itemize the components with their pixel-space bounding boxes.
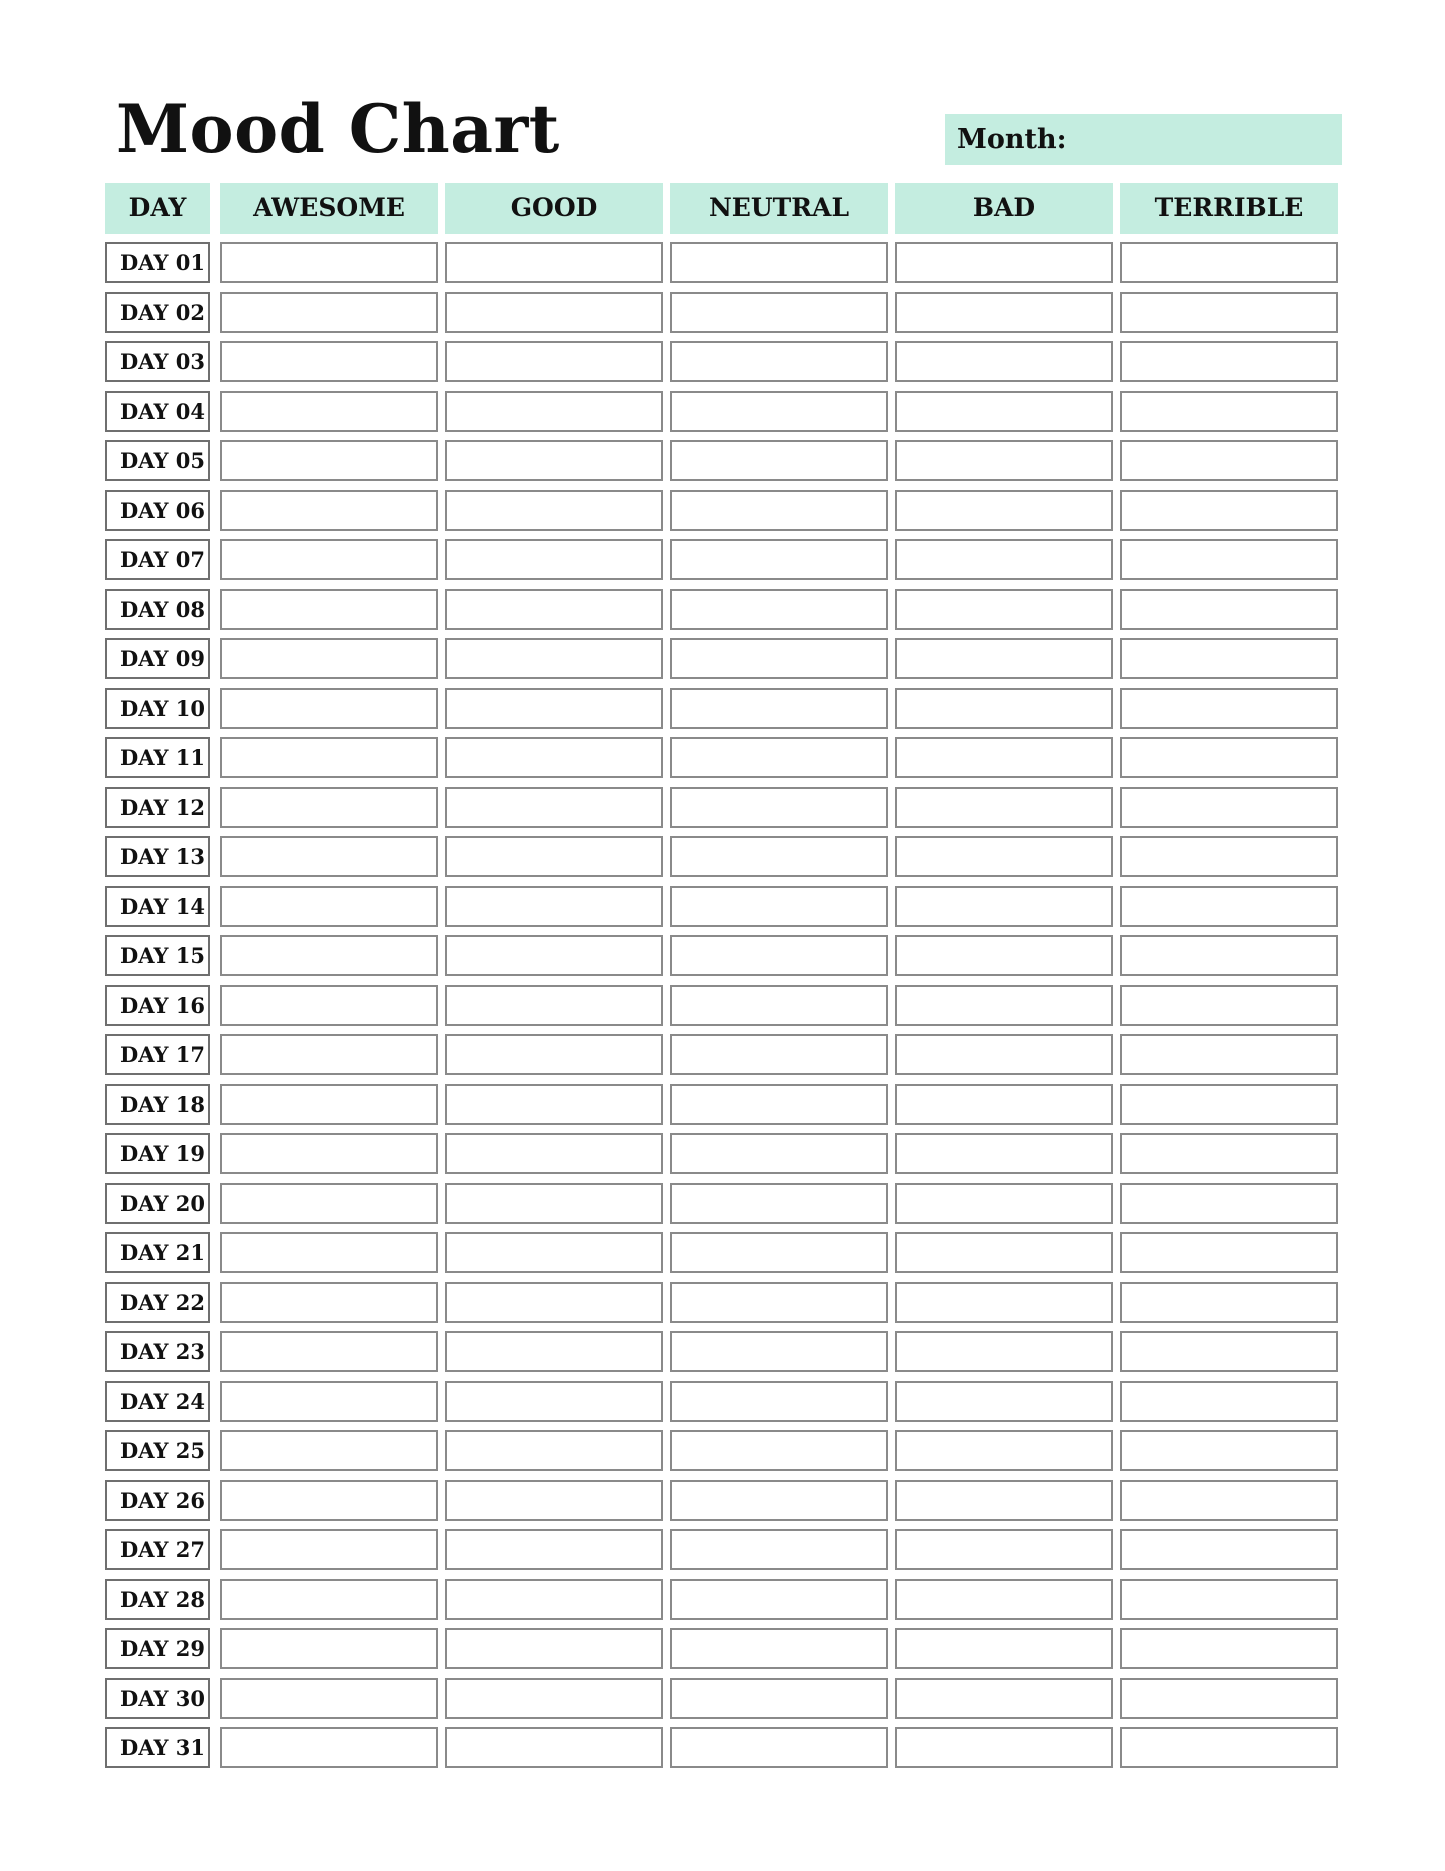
mood-cell-bad[interactable] bbox=[895, 490, 1113, 531]
mood-cell-neutral[interactable] bbox=[670, 1232, 888, 1273]
mood-cell-neutral[interactable] bbox=[670, 1282, 888, 1323]
day-label: DAY 24 bbox=[105, 1381, 210, 1422]
mood-cell-terrible[interactable] bbox=[1120, 1232, 1338, 1273]
mood-cell-bad[interactable] bbox=[895, 589, 1113, 630]
mood-cell-terrible[interactable] bbox=[1120, 1579, 1338, 1620]
day-label: DAY 02 bbox=[105, 292, 210, 333]
mood-cell-terrible[interactable] bbox=[1120, 886, 1338, 927]
mood-cell-terrible[interactable] bbox=[1120, 1331, 1338, 1372]
mood-cell-terrible[interactable] bbox=[1120, 1480, 1338, 1521]
mood-cell-bad[interactable] bbox=[895, 292, 1113, 333]
mood-cell-awesome[interactable] bbox=[220, 1480, 438, 1521]
mood-cell-neutral[interactable] bbox=[670, 440, 888, 481]
mood-cell-terrible[interactable] bbox=[1120, 688, 1338, 729]
mood-cell-bad[interactable] bbox=[895, 539, 1113, 580]
day-label: DAY 08 bbox=[105, 589, 210, 630]
mood-cell-neutral[interactable] bbox=[670, 589, 888, 630]
mood-cell-good[interactable] bbox=[445, 737, 663, 778]
mood-cell-bad[interactable] bbox=[895, 1282, 1113, 1323]
mood-cell-bad[interactable] bbox=[895, 1430, 1113, 1471]
mood-cell-good[interactable] bbox=[445, 1480, 663, 1521]
mood-cell-good[interactable] bbox=[445, 341, 663, 382]
day-label: DAY 13 bbox=[105, 836, 210, 877]
mood-cell-good[interactable] bbox=[445, 1678, 663, 1719]
mood-cell-good[interactable] bbox=[445, 1529, 663, 1570]
mood-cell-good[interactable] bbox=[445, 490, 663, 531]
column-header-terrible: TERRIBLE bbox=[1120, 183, 1338, 234]
mood-cell-good[interactable] bbox=[445, 1282, 663, 1323]
mood-cell-neutral[interactable] bbox=[670, 1678, 888, 1719]
mood-cell-good[interactable] bbox=[445, 1232, 663, 1273]
mood-cell-good[interactable] bbox=[445, 1381, 663, 1422]
mood-cell-neutral[interactable] bbox=[670, 836, 888, 877]
mood-cell-bad[interactable] bbox=[895, 688, 1113, 729]
mood-cell-neutral[interactable] bbox=[670, 787, 888, 828]
mood-cell-awesome[interactable] bbox=[220, 1183, 438, 1224]
day-label: DAY 23 bbox=[105, 1331, 210, 1372]
mood-cell-bad[interactable] bbox=[895, 1579, 1113, 1620]
mood-cell-good[interactable] bbox=[445, 1034, 663, 1075]
mood-cell-bad[interactable] bbox=[895, 1480, 1113, 1521]
mood-cell-neutral[interactable] bbox=[670, 1430, 888, 1471]
day-label: DAY 21 bbox=[105, 1232, 210, 1273]
mood-cell-terrible[interactable] bbox=[1120, 1183, 1338, 1224]
mood-cell-terrible[interactable] bbox=[1120, 737, 1338, 778]
mood-cell-neutral[interactable] bbox=[670, 490, 888, 531]
mood-cell-awesome[interactable] bbox=[220, 1232, 438, 1273]
mood-cell-terrible[interactable] bbox=[1120, 490, 1338, 531]
day-label: DAY 17 bbox=[105, 1034, 210, 1075]
mood-cell-awesome[interactable] bbox=[220, 836, 438, 877]
mood-cell-bad[interactable] bbox=[895, 1183, 1113, 1224]
mood-cell-good[interactable] bbox=[445, 787, 663, 828]
mood-cell-good[interactable] bbox=[445, 1727, 663, 1768]
day-label: DAY 10 bbox=[105, 688, 210, 729]
day-label: DAY 22 bbox=[105, 1282, 210, 1323]
mood-cell-awesome[interactable] bbox=[220, 1331, 438, 1372]
month-field[interactable] bbox=[945, 114, 1342, 165]
mood-cell-terrible[interactable] bbox=[1120, 1034, 1338, 1075]
mood-cell-awesome[interactable] bbox=[220, 985, 438, 1026]
day-label: DAY 29 bbox=[105, 1628, 210, 1669]
mood-cell-terrible[interactable] bbox=[1120, 1381, 1338, 1422]
mood-cell-good[interactable] bbox=[445, 1331, 663, 1372]
day-label: DAY 31 bbox=[105, 1727, 210, 1768]
mood-cell-terrible[interactable] bbox=[1120, 1529, 1338, 1570]
mood-cell-terrible[interactable] bbox=[1120, 341, 1338, 382]
mood-cell-neutral[interactable] bbox=[670, 1084, 888, 1125]
mood-cell-terrible[interactable] bbox=[1120, 391, 1338, 432]
mood-cell-awesome[interactable] bbox=[220, 886, 438, 927]
mood-cell-neutral[interactable] bbox=[670, 292, 888, 333]
mood-cell-awesome[interactable] bbox=[220, 539, 438, 580]
mood-cell-bad[interactable] bbox=[895, 1529, 1113, 1570]
mood-cell-bad[interactable] bbox=[895, 1034, 1113, 1075]
mood-cell-terrible[interactable] bbox=[1120, 1628, 1338, 1669]
mood-cell-good[interactable] bbox=[445, 836, 663, 877]
mood-cell-bad[interactable] bbox=[895, 1331, 1113, 1372]
mood-cell-good[interactable] bbox=[445, 886, 663, 927]
day-label: DAY 06 bbox=[105, 490, 210, 531]
mood-cell-good[interactable] bbox=[445, 638, 663, 679]
mood-cell-awesome[interactable] bbox=[220, 688, 438, 729]
mood-cell-terrible[interactable] bbox=[1120, 1727, 1338, 1768]
mood-cell-bad[interactable] bbox=[895, 1133, 1113, 1174]
mood-cell-bad[interactable] bbox=[895, 836, 1113, 877]
mood-cell-neutral[interactable] bbox=[670, 737, 888, 778]
mood-cell-good[interactable] bbox=[445, 539, 663, 580]
mood-cell-terrible[interactable] bbox=[1120, 292, 1338, 333]
mood-cell-awesome[interactable] bbox=[220, 1678, 438, 1719]
mood-cell-terrible[interactable] bbox=[1120, 836, 1338, 877]
mood-cell-neutral[interactable] bbox=[670, 886, 888, 927]
mood-cell-awesome[interactable] bbox=[220, 1628, 438, 1669]
mood-cell-bad[interactable] bbox=[895, 1381, 1113, 1422]
column-header-day: DAY bbox=[105, 183, 210, 234]
mood-cell-good[interactable] bbox=[445, 1183, 663, 1224]
day-label: DAY 05 bbox=[105, 440, 210, 481]
mood-cell-terrible[interactable] bbox=[1120, 440, 1338, 481]
mood-cell-bad[interactable] bbox=[895, 737, 1113, 778]
mood-cell-good[interactable] bbox=[445, 1430, 663, 1471]
mood-cell-good[interactable] bbox=[445, 985, 663, 1026]
mood-cell-good[interactable] bbox=[445, 1133, 663, 1174]
mood-cell-bad[interactable] bbox=[895, 886, 1113, 927]
mood-cell-awesome[interactable] bbox=[220, 737, 438, 778]
mood-cell-awesome[interactable] bbox=[220, 341, 438, 382]
column-header-good: GOOD bbox=[445, 183, 663, 234]
mood-cell-good[interactable] bbox=[445, 391, 663, 432]
day-label: DAY 18 bbox=[105, 1084, 210, 1125]
mood-cell-good[interactable] bbox=[445, 1628, 663, 1669]
mood-cell-good[interactable] bbox=[445, 292, 663, 333]
mood-cell-awesome[interactable] bbox=[220, 1034, 438, 1075]
mood-cell-neutral[interactable] bbox=[670, 242, 888, 283]
mood-cell-awesome[interactable] bbox=[220, 440, 438, 481]
day-label: DAY 28 bbox=[105, 1579, 210, 1620]
mood-cell-bad[interactable] bbox=[895, 985, 1113, 1026]
mood-cell-good[interactable] bbox=[445, 440, 663, 481]
mood-cell-bad[interactable] bbox=[895, 341, 1113, 382]
day-label: DAY 12 bbox=[105, 787, 210, 828]
mood-cell-neutral[interactable] bbox=[670, 391, 888, 432]
mood-cell-bad[interactable] bbox=[895, 1727, 1113, 1768]
mood-cell-awesome[interactable] bbox=[220, 1579, 438, 1620]
day-label: DAY 27 bbox=[105, 1529, 210, 1570]
mood-cell-bad[interactable] bbox=[895, 1232, 1113, 1273]
mood-cell-awesome[interactable] bbox=[220, 1084, 438, 1125]
day-label: DAY 07 bbox=[105, 539, 210, 580]
mood-cell-neutral[interactable] bbox=[670, 1579, 888, 1620]
mood-cell-neutral[interactable] bbox=[670, 1480, 888, 1521]
mood-cell-awesome[interactable] bbox=[220, 1430, 438, 1471]
mood-cell-good[interactable] bbox=[445, 242, 663, 283]
mood-cell-awesome[interactable] bbox=[220, 490, 438, 531]
mood-cell-awesome[interactable] bbox=[220, 1282, 438, 1323]
column-header-awesome: AWESOME bbox=[220, 183, 438, 234]
mood-cell-neutral[interactable] bbox=[670, 1183, 888, 1224]
mood-cell-neutral[interactable] bbox=[670, 1727, 888, 1768]
day-label: DAY 04 bbox=[105, 391, 210, 432]
mood-cell-terrible[interactable] bbox=[1120, 985, 1338, 1026]
mood-cell-neutral[interactable] bbox=[670, 1034, 888, 1075]
day-label: DAY 16 bbox=[105, 985, 210, 1026]
mood-cell-neutral[interactable] bbox=[670, 638, 888, 679]
mood-cell-good[interactable] bbox=[445, 589, 663, 630]
mood-cell-neutral[interactable] bbox=[670, 1628, 888, 1669]
mood-cell-neutral[interactable] bbox=[670, 1381, 888, 1422]
mood-cell-terrible[interactable] bbox=[1120, 589, 1338, 630]
mood-cell-awesome[interactable] bbox=[220, 1381, 438, 1422]
mood-cell-terrible[interactable] bbox=[1120, 935, 1338, 976]
mood-cell-neutral[interactable] bbox=[670, 539, 888, 580]
mood-cell-neutral[interactable] bbox=[670, 688, 888, 729]
mood-cell-good[interactable] bbox=[445, 688, 663, 729]
month-label: Month: bbox=[957, 124, 1067, 155]
day-label: DAY 15 bbox=[105, 935, 210, 976]
mood-cell-bad[interactable] bbox=[895, 1084, 1113, 1125]
mood-cell-terrible[interactable] bbox=[1120, 1133, 1338, 1174]
mood-cell-awesome[interactable] bbox=[220, 935, 438, 976]
day-label: DAY 01 bbox=[105, 242, 210, 283]
day-label: DAY 03 bbox=[105, 341, 210, 382]
mood-cell-terrible[interactable] bbox=[1120, 1282, 1338, 1323]
mood-cell-neutral[interactable] bbox=[670, 341, 888, 382]
day-label: DAY 14 bbox=[105, 886, 210, 927]
mood-cell-awesome[interactable] bbox=[220, 1727, 438, 1768]
mood-cell-neutral[interactable] bbox=[670, 1133, 888, 1174]
mood-cell-bad[interactable] bbox=[895, 440, 1113, 481]
mood-cell-awesome[interactable] bbox=[220, 1529, 438, 1570]
day-label: DAY 26 bbox=[105, 1480, 210, 1521]
mood-cell-terrible[interactable] bbox=[1120, 787, 1338, 828]
mood-cell-awesome[interactable] bbox=[220, 292, 438, 333]
mood-cell-awesome[interactable] bbox=[220, 1133, 438, 1174]
mood-cell-good[interactable] bbox=[445, 1579, 663, 1620]
column-header-neutral: NEUTRAL bbox=[670, 183, 888, 234]
mood-cell-bad[interactable] bbox=[895, 1678, 1113, 1719]
mood-cell-good[interactable] bbox=[445, 935, 663, 976]
mood-cell-terrible[interactable] bbox=[1120, 242, 1338, 283]
day-label: DAY 11 bbox=[105, 737, 210, 778]
day-label: DAY 30 bbox=[105, 1678, 210, 1719]
page-title: Mood Chart bbox=[116, 90, 560, 168]
mood-cell-good[interactable] bbox=[445, 1084, 663, 1125]
mood-cell-bad[interactable] bbox=[895, 935, 1113, 976]
mood-cell-terrible[interactable] bbox=[1120, 638, 1338, 679]
day-label: DAY 25 bbox=[105, 1430, 210, 1471]
mood-cell-neutral[interactable] bbox=[670, 935, 888, 976]
mood-cell-bad[interactable] bbox=[895, 787, 1113, 828]
mood-cell-neutral[interactable] bbox=[670, 1331, 888, 1372]
mood-cell-awesome[interactable] bbox=[220, 589, 438, 630]
day-label: DAY 20 bbox=[105, 1183, 210, 1224]
mood-cell-terrible[interactable] bbox=[1120, 1678, 1338, 1719]
day-label: DAY 09 bbox=[105, 638, 210, 679]
mood-cell-bad[interactable] bbox=[895, 391, 1113, 432]
column-header-bad: BAD bbox=[895, 183, 1113, 234]
mood-cell-awesome[interactable] bbox=[220, 242, 438, 283]
mood-cell-bad[interactable] bbox=[895, 1628, 1113, 1669]
mood-cell-terrible[interactable] bbox=[1120, 1430, 1338, 1471]
mood-cell-awesome[interactable] bbox=[220, 787, 438, 828]
day-label: DAY 19 bbox=[105, 1133, 210, 1174]
mood-cell-awesome[interactable] bbox=[220, 638, 438, 679]
mood-cell-awesome[interactable] bbox=[220, 391, 438, 432]
mood-cell-terrible[interactable] bbox=[1120, 539, 1338, 580]
mood-cell-bad[interactable] bbox=[895, 638, 1113, 679]
mood-cell-bad[interactable] bbox=[895, 242, 1113, 283]
mood-cell-neutral[interactable] bbox=[670, 1529, 888, 1570]
mood-cell-terrible[interactable] bbox=[1120, 1084, 1338, 1125]
mood-cell-neutral[interactable] bbox=[670, 985, 888, 1026]
